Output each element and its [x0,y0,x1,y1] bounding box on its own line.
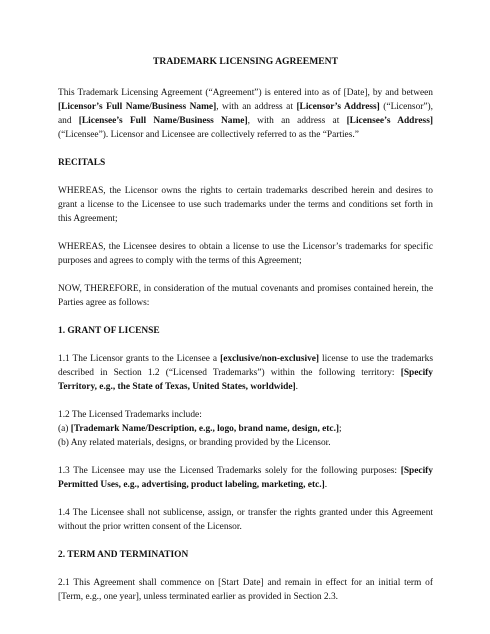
intro-text: , with an address at [247,116,347,126]
clause-text: 1.3 The Licensee may use the Licensed Trademarks solely for the following purposes: [58,466,401,476]
clause-text: . [324,480,328,490]
clause-1-2-a [58,422,433,436]
clause-1-2-intro: 1.2 The Licensed Trademarks include: [58,410,202,420]
clause-1-1 [58,352,433,394]
clause-1-2-b: (b) Any related materials, designs, or branding provided by the Licensor. [58,438,331,448]
permitted-uses-placeholder: [Specify Permitted Uses, e.g., advertising, product labeling, marketing, etc.] [58,466,433,490]
clause-text: license to use the trademarks described in Section 1.2 (“Licensed Trademarks”) within the following territory: [58,354,433,378]
document-title: TRADEMARK LICENSING AGREEMENT [153,56,338,67]
clause-text: 1.1 The Licensor grants to the Licensee a [58,354,221,364]
licensor-name-placeholder: [Licensor’s Full Name/Business Name] [58,102,217,112]
section-heading: 2. TERM AND TERMINATION [58,550,189,560]
licensee-address-placeholder: [Licensee’s Address] [346,116,433,126]
clause-1-4: 1.4 The Licensee shall not sublicense, assign, or transfer the rights granted under this Agreement without the prior written consent of the Licensor. [58,508,433,532]
clause-text: ; [339,424,342,434]
clause-1-3 [58,464,433,492]
recital-paragraph: WHEREAS, the Licensor owns the rights to certain trademarks described herein and desires to grant a license to the Licensee to use such trademarks under the terms and conditions set forth in this Agreement; [58,186,433,224]
recital-paragraph: NOW, THEREFORE, in consideration of the mutual covenants and promises contained herein, the Parties agree as follows: [58,284,433,308]
licensor-address-placeholder: [Licensor’s Address] [296,102,380,112]
license-type-placeholder: [exclusive/non-exclusive] [220,354,320,364]
intro-text: , with an address at [216,102,297,112]
trademark-placeholder: [Trademark Name/Description, e.g., logo, brand name, design, etc.] [70,424,340,434]
clause-2-1: 2.1 This Agreement shall commence on [Start Date] and remain in effect for an initial term of [Term, e.g., one year], unless terminated earlier as provided in Section 2.3. [58,578,433,602]
recitals-heading: RECITALS [58,158,106,168]
clause-text: . [295,382,298,392]
intro-text: (“Licensee”). Licensor and Licensee are collectively referred to as the “Parties.” [58,130,359,140]
licensee-name-placeholder: [Licensee’s Full Name/Business Name] [78,116,248,126]
recital-paragraph: WHEREAS, the Licensee desires to obtain a license to use the Licensor’s trademarks for specific purposes and agrees to comply with the terms of this Agreement; [58,242,433,266]
territory-placeholder: [Specify Territory, e.g., the State of Texas, United States, worldwide] [58,368,433,392]
section-heading: 1. GRANT OF LICENSE [58,326,160,336]
intro-text: (“Licensor”), and [58,102,433,126]
clause-text: (a) [58,424,71,434]
intro-paragraph [58,86,433,142]
intro-text: This Trademark Licensing Agreement (“Agreement”) is entered into as of [Date], by and between [58,88,433,98]
